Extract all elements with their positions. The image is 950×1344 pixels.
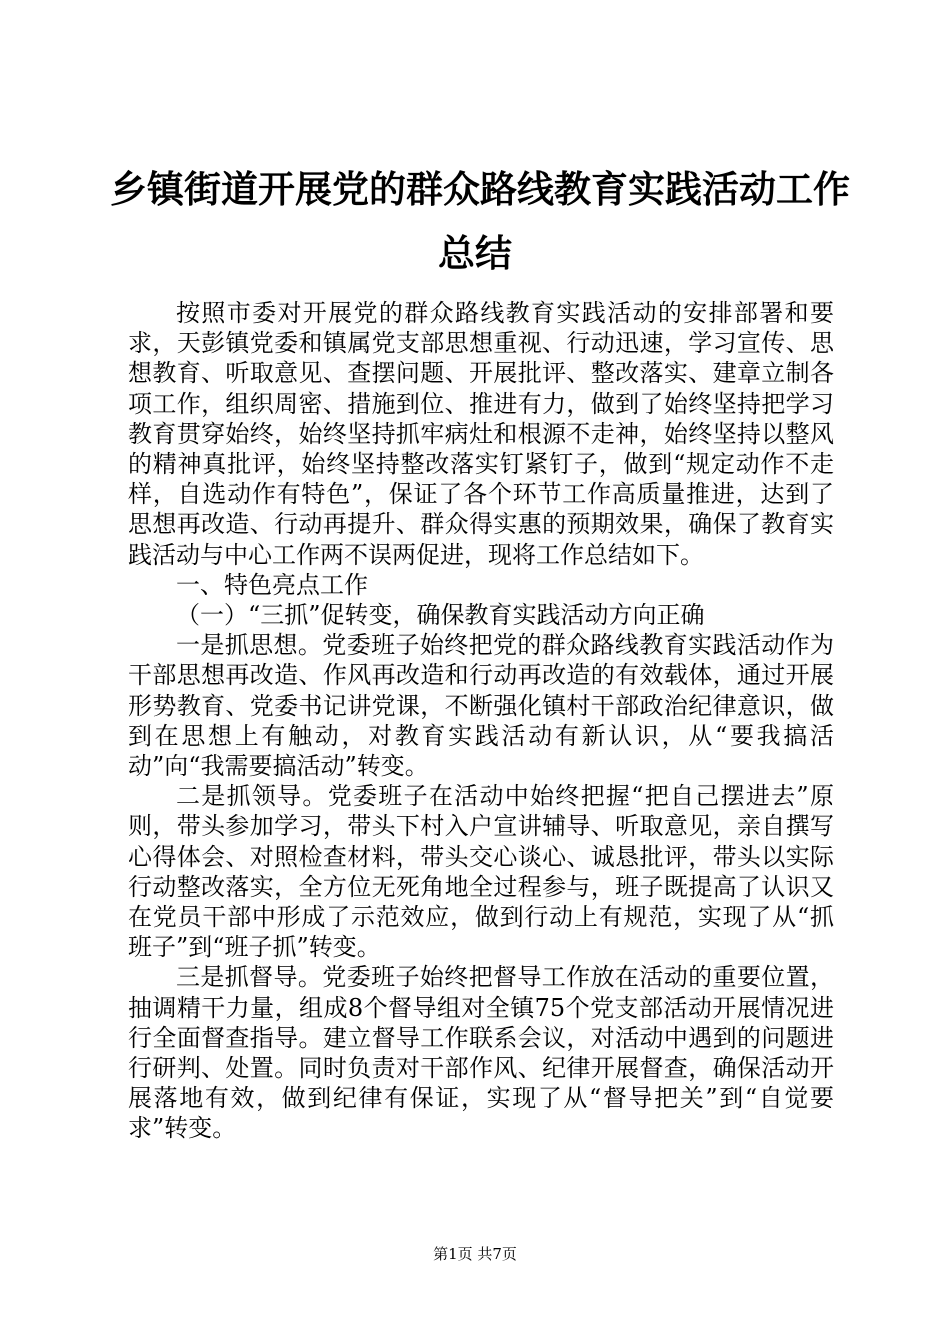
title-line-2: 总结	[438, 232, 512, 275]
subsection-heading: （一）“三抓”促转变，确保教育实践活动方向正确	[176, 601, 705, 630]
section-heading: 一、特色亮点工作	[176, 570, 368, 599]
paragraph-leadership: 二是抓领导。党委班子在活动中始终把握“把自己摆进去”原则，带头参加学习，带头下村入户宣讲辅导、听取意见，亲自撰写心得体会、对照检查材料，带头交心谈心、诚恳批评，带头以实际行动整改落实，全方位无死角地全过程参与，班子既提高了认识又在党员干部中形成了示范效应，做到行动上有规范，实现了从“抓班子”到“班子抓”转变。	[128, 782, 834, 962]
intro-paragraph: 按照市委对开展党的群众路线教育实践活动的安排部署和要求，天彭镇党委和镇属党支部思想重视、行动迅速，学习宣传、思想教育、听取意见、查摆问题、开展批评、整改落实、建章立制各项工作，组织周密、措施到位、推进有力，做到了始终坚持把学习教育贯穿始终，始终坚持抓牢病灶和根源不走神，始终坚持以整风的精神真批评，始终坚持整改落实钉紧钉子，做到“规定动作不走样，自选动作有特色”，保证了各个环节工作高质量推进，达到了思想再改造、行动再提升、群众得实惠的预期效果，确保了教育实践活动与中心工作两不误两促进，现将工作总结如下。	[128, 299, 834, 569]
paragraph-supervision: 三是抓督导。党委班子始终把督导工作放在活动的重要位置，抽调精干力量，组成8个督导组对全镇75个党支部活动开展情况进行全面督查指导。建立督导工作联系会议，对活动中遇到的问题进行研判、处置。同时负责对干部作风、纪律开展督查，确保活动开展落地有效，做到纪律有保证，实现了从“督导把关”到“自觉要求”转变。	[128, 963, 834, 1143]
paragraph-thought: 一是抓思想。党委班子始终把党的群众路线教育实践活动作为干部思想再改造、作风再改造和行动再改造的有效载体，通过开展形势教育、党委书记讲党课，不断强化镇村干部政治纪律意识，做到在思想上有触动，对教育实践活动有新认识，从“要我搞活动”向“我需要搞活动”转变。	[128, 631, 834, 781]
document-body	[128, 298, 834, 1144]
title-line-1: 乡镇街道开展党的群众路线教育实践活动工作	[110, 168, 850, 211]
page-footer: 第1页 共7页	[433, 1245, 517, 1263]
document-title	[110, 158, 850, 286]
